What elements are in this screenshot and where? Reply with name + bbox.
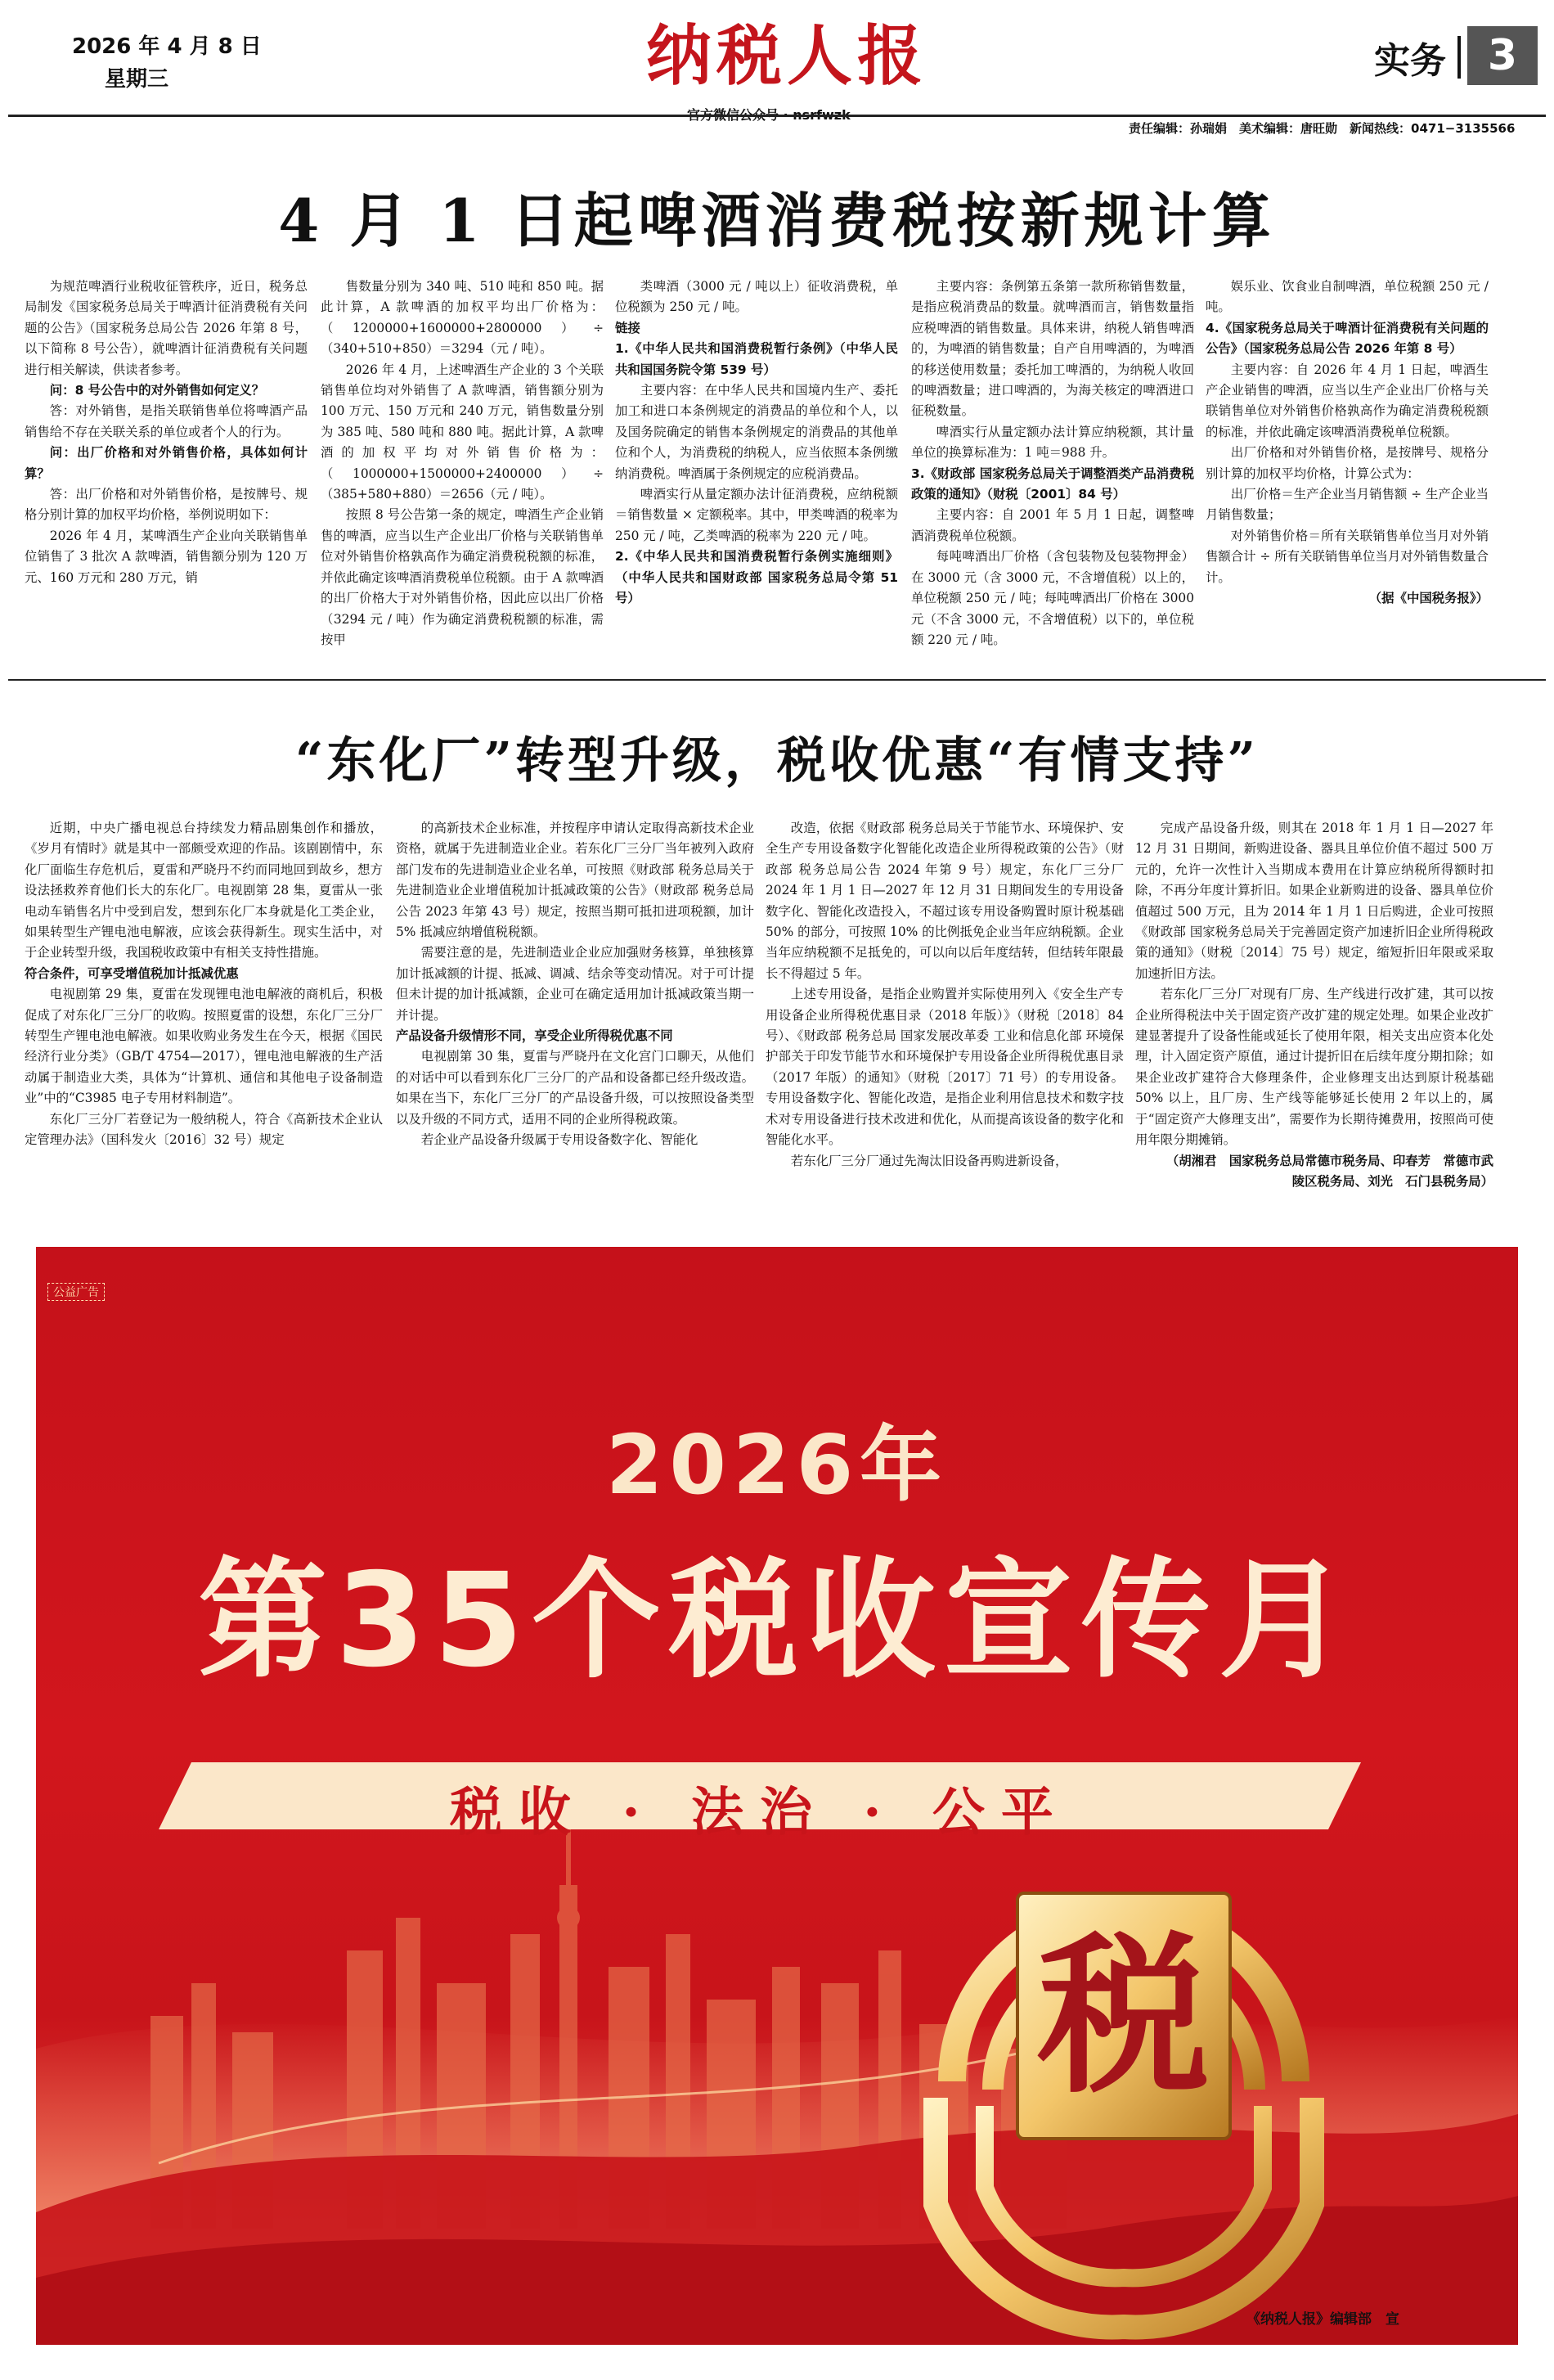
masthead-rule — [8, 115, 1546, 117]
article2-paragraph: 完成产品设备升级，则其在 2018 年 1 月 1 日—2027 年 12 月 31 日期间，新购进设备、器具且单位价值不超过 500 万元的，允许一次性计入当期成本费用在计算应纳税所得额时扣除，不再分年度计算折旧。如果企业新购进的设备、器具单位价值超过 500 万元，且为 2014 年 1 月 1 日后购进，企业可按照《财政部 国家税务总局关于完善固定资产加速折旧企业所得税政策的通知》（财税〔2014〕75 号）规定，缩短折旧年限或采取加速折旧方法。 — [1135, 821, 1493, 981]
article1-column — [25, 277, 308, 671]
article2-paragraph: 近期，中央广播电视总台持续发力精品剧集创作和播放，《岁月有情时》就是其中一部颇受欢迎的作品。该剧剧情中，东化厂面临生存危机后，夏雷和严晓丹不约而同地回到故乡，想方设法拯救养育他们长大的东化厂。电视剧第 28 集，夏雷从一张电动车销售名片中受到启发，想到东化厂本身就是化工类企业，如果转型生产锂电池电解液，应该会获得新生。现实生活中，对于企业转型升级，我国税收政策中有相关支持性措施。 — [25, 821, 383, 961]
article1-paragraph: 出厂价格和对外销售价格，是按牌号、规格分别计算的加权平均价格，计算公式为： — [1206, 445, 1489, 481]
emblem-character: 税 — [1037, 1914, 1210, 2117]
article1-paragraph: 按照 8 号公告第一条的规定，啤酒生产企业销售的啤酒，应当以生产企业出厂价格与关联销售单位对外销售价格孰高作为确定消费税税额的标准，并依此确定该啤酒消费税单位税额。由于 A 款啤酒的出厂价格大于对外销售价格，因此应以出厂价格（3294 元 / 吨）作为确定消费税税额的标准，需按甲 — [321, 507, 604, 647]
article2-subheading: 产品设备升级情形不同，享受企业所得税优惠不同 — [396, 1028, 673, 1044]
tax-month-ad — [36, 1247, 1518, 2345]
section-name: 实务 — [1374, 40, 1446, 82]
article2-column — [396, 818, 754, 1230]
ad-headline: 第35个税收宣传月 — [198, 1545, 1356, 1696]
article1-paragraph: 出厂价格＝生产企业当月销售额 ÷ 生产企业当月销售数量； — [1206, 487, 1489, 523]
article1-title: 4 月 1 日起啤酒消费税按新规计算 — [278, 186, 1276, 255]
ad-credit: 《纳税人报》编辑部 宣 — [1246, 2311, 1399, 2328]
article1-paragraph: 啤酒实行从量定额办法计征消费税，应纳税额＝销售数量 × 定额税率。其中，甲类啤酒的税率为 250 元 / 吨，乙类啤酒的税率为 220 元 / 吨。 — [615, 487, 898, 543]
article1-column — [911, 277, 1194, 671]
article2-column — [25, 818, 383, 1230]
article1-question: 问：出厂价格和对外销售价格，具体如何计算？ — [25, 445, 308, 481]
article2-paragraph: 电视剧第 30 集，夏雷与严晓丹在文化宫门口聊天，从他们的对话中可以看到东化厂三分厂的产品和设备都已经升级改造。如果在当下，东化厂三分厂的产品设备升级，可以按照设备类型以及升级的不同方式，适用不同的企业所得税政策。 — [396, 1049, 754, 1127]
article1-paragraph: 答：出厂价格和对外销售价格，是按牌号、规格分别计算的加权平均价格，举例说明如下： — [25, 487, 308, 523]
article1-paragraph: 主要内容：自 2026 年 4 月 1 日起，啤酒生产企业销售的啤酒，应当以生产企业出厂价格与关联销售单位对外销售价格孰高作为确定消费税税额的标准，并依此确定该啤酒消费税单位税额。 — [1206, 362, 1489, 439]
article1-question: 问：8 号公告中的对外销售如何定义？ — [49, 383, 265, 398]
article1-subheading: 2.《中华人民共和国消费税暂行条例实施细则》（中华人民共和国财政部 国家税务总局令第 51 号） — [615, 549, 898, 606]
article1-paragraph: 对外销售价格＝所有关联销售单位当月对外销售额合计 ÷ 所有关联销售单位当月对外销售数量合计。 — [1206, 528, 1489, 585]
article1-column — [1206, 277, 1489, 671]
article2-paragraph: 电视剧第 29 集，夏雷在发现锂电池电解液的商机后，积极促成了对东化厂三分厂的收购。按照夏雷的设想，东化厂三分厂转型生产锂电池电解液。如果收购业务发生在今天，根据《国民经济行业分类》（GB/T 4754—2017），锂电池电解液的生产活动属于制造业大类，具体为“计算机、通信和其他电子设备制造业”中的“C3985 电子专用材料制造”。 — [25, 987, 383, 1106]
article1-paragraph: 售数量分别为 340 吨、510 吨和 850 吨。据此计算，A 款啤酒的加权平均出厂价格为：（1200000+1600000+2800000）÷（340+510+850）＝3294（元 / 吨）。 — [321, 279, 604, 357]
article2-paragraph: 上述专用设备，是指企业购置并实际使用列入《安全生产专用设备企业所得税优惠目录（2018 年版）》（财税〔2018〕84 号）、《财政部 税务总局 国家发展改革委 工业和信息化部 环境保护部关于印发节能节水和环境保护专用设备企业所得税优惠目录（2017 年版）的通知》（财税〔2017〕71 号）的专用设备。专用设备数字化、智能化改造，是指企业利用信息技术和数字技术对专用设备进行技术改进和优化，从而提高该设备的数字化和智能化水平。 — [766, 987, 1124, 1148]
issue-date: 2026 年 4 月 8 日 — [72, 34, 262, 59]
article1-paragraph: 主要内容：条例第五条第一款所称销售数量，是指应税消费品的数量。就啤酒而言，销售数量指应税啤酒的销售数量。具体来讲，纳税人销售啤酒的，为啤酒的销售数量；自产自用啤酒的，为啤酒的移送使用数量；委托加工啤酒的，为纳税人收回的啤酒数量；进口啤酒的，为海关核定的啤酒进口征税数量。 — [911, 279, 1194, 419]
article1-subheading: 1.《中华人民共和国消费税暂行条例》（中华人民共和国国务院令第 539 号） — [615, 341, 898, 377]
article2-paragraph: 需要注意的是，先进制造业企业应加强财务核算，单独核算加计抵减额的计提、抵减、调减、结余等变动情况。对于可计提但未计提的加计抵减额，企业可在确定适用加计抵减政策当期一并计提。 — [396, 945, 754, 1023]
article1-paragraph: 类啤酒（3000 元 / 吨以上）征收消费税，单位税额为 250 元 / 吨。 — [615, 279, 898, 315]
article1-paragraph: 为规范啤酒行业税收征管秩序，近日，税务总局制发《国家税务总局关于啤酒计征消费税有关问题的公告》（国家税务总局公告 2026 年第 8 号，以下简称 8 号公告），就啤酒计征消费税有关问题进行相关解读，供读者参考。 — [25, 279, 308, 377]
article1-paragraph: 主要内容：自 2001 年 5 月 1 日起，调整啤酒消费税单位税额。 — [911, 507, 1194, 543]
article1-paragraph: 娱乐业、饮食业自制啤酒，单位税额 250 元 / 吨。 — [1206, 279, 1489, 315]
section-divider — [1457, 36, 1461, 79]
article1-paragraph: 2026 年 4 月，上述啤酒生产企业的 3 个关联销售单位均对外销售了 A 款啤酒，销售额分别为 100 万元、150 万元和 240 万元，销售数量分别为 385 吨、580 吨和 880 吨。据此计算，A 款啤酒的加权平均对外销售价格为：（1000000+1500000+2400000）÷（385+580+880）＝2656（元 / 吨）。 — [321, 362, 604, 502]
editors-line: 责任编辑：孙瑞娟 美术编辑：唐旺勋 新闻热线：0471−3135566 — [1129, 121, 1516, 136]
article2-paragraph: 改造，依据《财政部 税务总局关于节能节水、环境保护、安全生产专用设备数字化智能化改造企业所得税政策的公告》（财政部 税务总局公告 2024 年第 9 号）规定，东化厂三分厂 2024 年 1 月 1 日—2027 年 12 月 31 日期间发生的专用设备数字化、智能化改造投入，不超过该专用设备购置时原计税基础 50% 的部分，可按照 10% 的比例抵免企业当年应纳税额。企业当年应纳税额不足抵免的，可以向以后年度结转，但结转年限最长不得超过 5 年。 — [766, 821, 1124, 981]
article-separator — [8, 679, 1546, 681]
article2-paragraph: 若东化厂三分厂对现有厂房、生产线进行改扩建，其可以按企业所得税法中关于固定资产改扩建的规定处理。如果企业改扩建显著提升了设备性能或延长了使用年限，相关支出应资本化处理，计入固定资产原值，通过计提折旧在后续年度分期扣除；如果企业改扩建符合大修理条件，企业修理支出达到原计税基础 50% 以上，且厂房、生产线等能够延长使用 2 年以上的，属于“固定资产大修理支出”，需要作为长期待摊费用，按照尚可使用年限分期摊销。 — [1135, 987, 1493, 1148]
article2-paragraph: 的高新技术企业标准，并按程序申请认定取得高新技术企业资格，就属于先进制造业企业。若东化厂三分厂当年被列入政府部门发布的先进制造业企业名单，可按照《财政部 税务总局关于先进制造业企业增值税加计抵减政策的公告》（财政部 税务总局公告 2023 年第 43 号）规定，按照当期可抵扣进项税额，加计 5% 抵减应纳增值税税额。 — [396, 821, 754, 940]
paper-name: 纳税人报 — [646, 17, 927, 94]
page-number: 3 — [1467, 26, 1538, 85]
article2-paragraph: 东化厂三分厂若登记为一般纳税人，符合《高新技术企业认定管理办法》（国科发火〔2016〕32 号）规定 — [25, 1111, 383, 1148]
article1-paragraph: 答：对外销售，是指关联销售单位将啤酒产品销售给不存在关联关系的单位或者个人的行为。 — [25, 403, 308, 439]
article1-subheading: 链接 — [615, 320, 640, 335]
article2-column — [766, 818, 1124, 1230]
ad-year: 2026年 — [605, 1417, 949, 1513]
article1-paragraph: 2026 年 4 月，某啤酒生产企业向关联销售单位销售了 3 批次 A 款啤酒，销售额分别为 120 万元、160 万元和 280 万元，销 — [25, 528, 308, 585]
article2-column — [1135, 818, 1493, 1230]
article2-subheading: 符合条件，可享受增值税加计抵减优惠 — [25, 965, 239, 981]
ad-slogan: 税收 · 法治 · 公平 — [450, 1782, 1070, 1843]
article1-byline: （据《中国税务报》） — [1368, 591, 1489, 606]
ad-tag: 公益广告 — [47, 1283, 105, 1301]
issue-weekday: 星期三 — [105, 67, 169, 92]
article2-paragraph: 若企业产品设备升级属于专用设备数字化、智能化 — [420, 1132, 698, 1148]
article1-paragraph: 啤酒实行从量定额办法计算应纳税额，其计量单位的换算标准为：1 吨＝988 升。 — [911, 424, 1194, 461]
article1-column — [615, 277, 898, 671]
article1-paragraph: 主要内容：在中华人民共和国境内生产、委托加工和进口本条例规定的消费品的单位和个人，以及国务院确定的销售本条例规定的消费品的其他单位和个人，为消费税的纳税人，应当依照本条例缴纳消费税。啤酒属于条例规定的应税消费品。 — [615, 383, 898, 481]
article1-subheading: 3.《财政部 国家税务总局关于调整酒类产品消费税政策的通知》（财税〔2001〕84 号） — [911, 466, 1194, 502]
article1-paragraph: 每吨啤酒出厂价格（含包装物及包装物押金）在 3000 元（含 3000 元，不含增值税）以上的，单位税额 250 元 / 吨；每吨啤酒出厂价格在 3000 元（不含 3000 元，不含增值税）以下的，单位税额 220 元 / 吨。 — [911, 549, 1194, 647]
article1-subheading: 4.《国家税务总局关于啤酒计征消费税有关问题的公告》（国家税务总局公告 2026 年第 8 号） — [1206, 320, 1489, 357]
article2-paragraph: 若东化厂三分厂通过先淘汰旧设备再购进新设备， — [790, 1153, 1068, 1168]
article2-title: “东化厂”转型升级，税收优惠“有情支持” — [294, 732, 1260, 790]
article2-byline: （胡湘君 国家税务总局常德市税务局、印春芳 常德市武陵区税务局、刘光 石门县税务局） — [1166, 1153, 1493, 1189]
article1-column — [321, 277, 604, 671]
